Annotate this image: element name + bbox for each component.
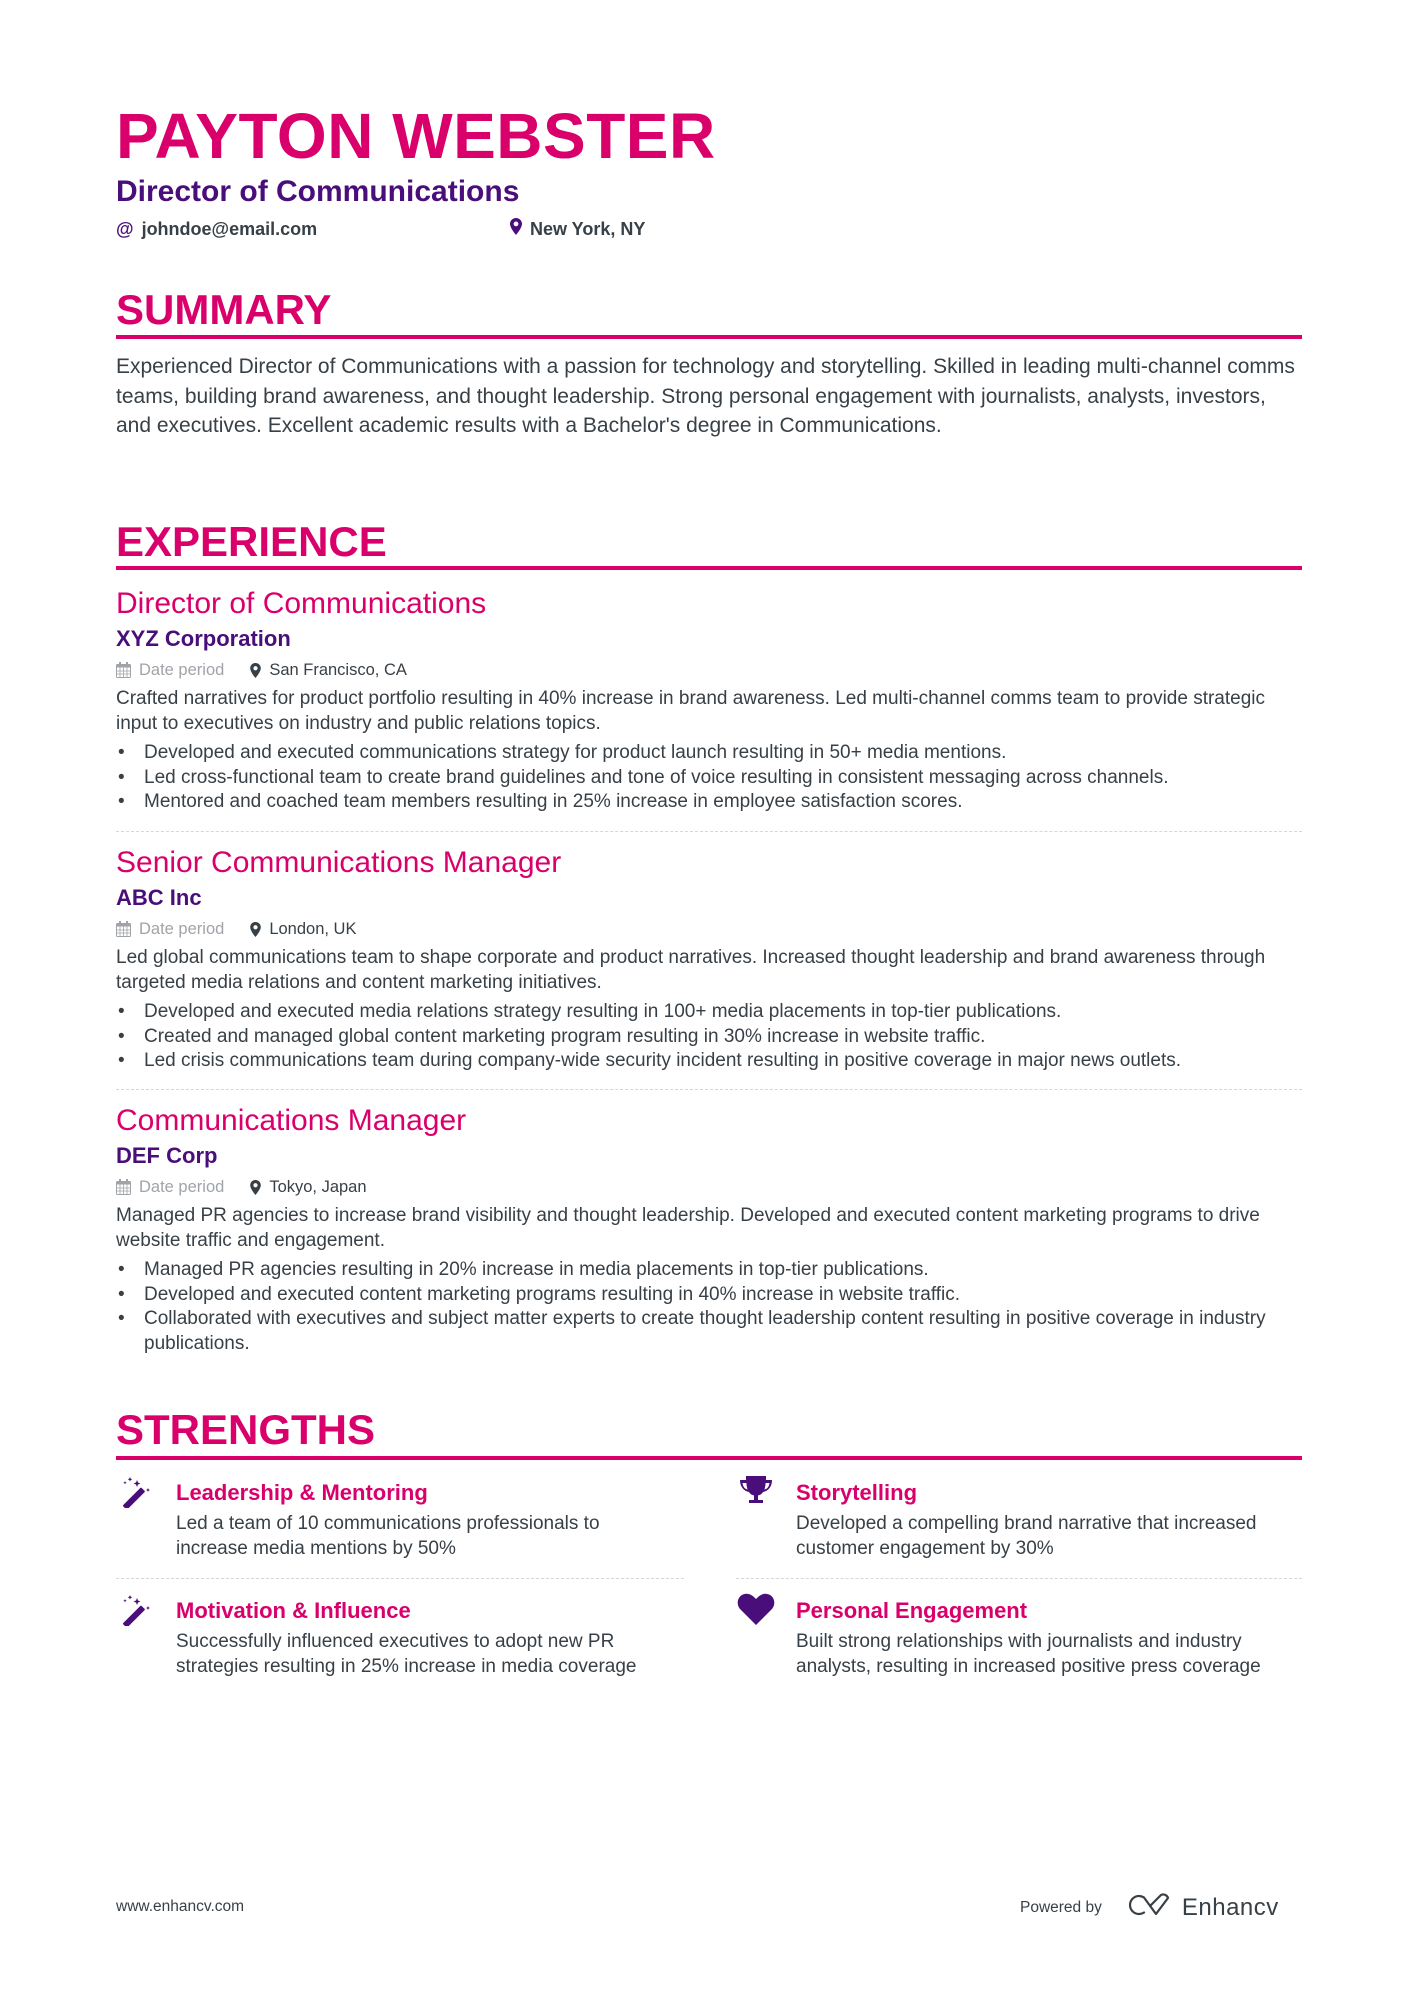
email-text: johndoe@email.com — [141, 219, 318, 239]
strengths-heading: STRENGTHS — [116, 1406, 376, 1453]
date-period: Date period — [116, 917, 224, 941]
job-title: Communications Manager — [116, 1104, 467, 1137]
footer-website-link[interactable]: www.enhancv.com — [116, 1898, 245, 1915]
strength-title: Leadership & Mentoring — [176, 1480, 428, 1505]
candidate-title: Director of Communications — [116, 175, 520, 208]
strength-item — [116, 1478, 686, 1558]
calendar-icon — [116, 662, 131, 678]
bullet-item: • Created and managed global content marketing program resulting in 30% increase in website traffic. — [116, 1025, 1302, 1050]
strength-divider — [736, 1578, 1302, 1579]
strength-description: Successfully influenced executives to adopt new PR strategies resulting in 25% increase in media coverage — [176, 1631, 637, 1677]
bullet-item: • Led crisis communications team during company-wide security incident resulting in positive coverage in major news outlets. — [116, 1049, 1302, 1074]
calendar-icon — [116, 921, 131, 937]
job-meta — [116, 917, 1302, 941]
strength-title: Storytelling — [796, 1480, 918, 1505]
location-text: New York, NY — [530, 219, 646, 239]
map-pin-icon — [250, 922, 261, 937]
bullet-item: • Developed and executed media relations strategy resulting in 100+ media placements in top-tier publications. — [116, 1000, 1302, 1025]
brand-name: Enhancv — [1181, 1893, 1279, 1921]
experience-divider — [116, 566, 1302, 570]
job-title: Director of Communications — [116, 587, 487, 620]
enhancv-logo-icon — [1128, 1892, 1174, 1923]
date-period: Date period — [116, 658, 224, 682]
magic-wand-icon — [116, 1474, 156, 1508]
job-location: San Francisco, CA — [250, 658, 407, 682]
powered-by-text: Powered by — [1020, 1898, 1102, 1916]
job-title: Senior Communications Manager — [116, 846, 562, 879]
company-name: ABC Inc — [116, 885, 202, 910]
company-name: DEF Corp — [116, 1143, 218, 1168]
company-name: XYZ Corporation — [116, 626, 291, 651]
job-location: Tokyo, Japan — [250, 1175, 366, 1199]
strength-title: Motivation & Influence — [176, 1598, 411, 1623]
candidate-name: PAYTON WEBSTER — [116, 100, 716, 172]
bullet-item: • Mentored and coached team members resulting in 25% increase in employee satisfaction scores. — [116, 790, 1302, 815]
bullet-item: • Developed and executed content marketing programs resulting in 40% increase in website traffic. — [116, 1283, 1302, 1308]
bullet-item: • Led cross-functional team to create brand guidelines and tone of voice resulting in consistent messaging across channels. — [116, 766, 1302, 791]
strength-description: Developed a compelling brand narrative that increased customer engagement by 30% — [796, 1513, 1257, 1559]
contact-location — [510, 218, 645, 240]
entry-divider — [116, 831, 1302, 832]
summary-divider — [116, 335, 1302, 339]
calendar-icon — [116, 1179, 131, 1195]
job-description: Crafted narratives for product portfolio resulting in 40% increase in brand awareness. Led multi-channel comms team to provide strategic input to executives on industry and public relations topics. — [116, 688, 1266, 734]
heart-icon — [736, 1592, 776, 1626]
strengths-divider — [116, 1456, 1302, 1460]
experience-entry — [116, 1103, 1302, 1356]
strength-item — [736, 1596, 1306, 1706]
job-description: Led global communications team to shape corporate and product narratives. Increased thought leadership and brand awareness through targeted media relations and content marketing initiatives. — [116, 947, 1266, 993]
bullet-item: • Collaborated with executives and subject matter experts to create thought leadership content resulting in positive coverage in industry publications. — [116, 1307, 1302, 1356]
at-icon: @ — [116, 219, 134, 239]
summary-text: Experienced Director of Communications with a passion for technology and storytelling. Skilled in leading multi-channel comms teams, building brand awareness, and thought leadership. Strong personal engagement with journalists, analysts, investors, and executives. Excellent academic results with a Bachelor's degree in Communications. — [116, 355, 1295, 437]
map-pin-icon — [510, 218, 522, 240]
map-pin-icon — [250, 1180, 261, 1195]
strength-divider — [116, 1578, 684, 1579]
job-meta — [116, 658, 1302, 682]
job-bullets — [116, 1258, 1302, 1356]
date-period: Date period — [116, 1175, 224, 1199]
job-meta — [116, 1175, 1302, 1199]
strength-item — [116, 1596, 686, 1676]
job-location: London, UK — [250, 917, 356, 941]
strength-description: Built strong relationships with journalists and industry analysts, resulting in increased positive press coverage — [796, 1631, 1261, 1677]
bullet-item: • Developed and executed communications strategy for product launch resulting in 50+ media mentions. — [116, 741, 1302, 766]
job-description: Managed PR agencies to increase brand visibility and thought leadership. Developed and executed content marketing programs to drive website traffic and engagement. — [116, 1205, 1260, 1251]
job-bullets — [116, 1000, 1302, 1074]
strength-title: Personal Engagement — [796, 1598, 1028, 1623]
magic-wand-icon — [116, 1592, 156, 1626]
job-bullets — [116, 741, 1302, 815]
map-pin-icon — [250, 663, 261, 678]
strength-item — [736, 1478, 1306, 1558]
entry-divider — [116, 1089, 1302, 1090]
experience-entry — [116, 845, 1302, 1074]
strength-description: Led a team of 10 communications professionals to increase media mentions by 50% — [176, 1513, 600, 1559]
footer-branding[interactable] — [1020, 1892, 1279, 1923]
contact-email[interactable] — [116, 218, 317, 240]
summary-heading: SUMMARY — [116, 286, 332, 333]
experience-heading: EXPERIENCE — [116, 518, 387, 565]
trophy-icon — [736, 1474, 776, 1508]
experience-entry — [116, 586, 1302, 815]
bullet-item: • Managed PR agencies resulting in 20% increase in media placements in top-tier publications. — [116, 1258, 1302, 1283]
